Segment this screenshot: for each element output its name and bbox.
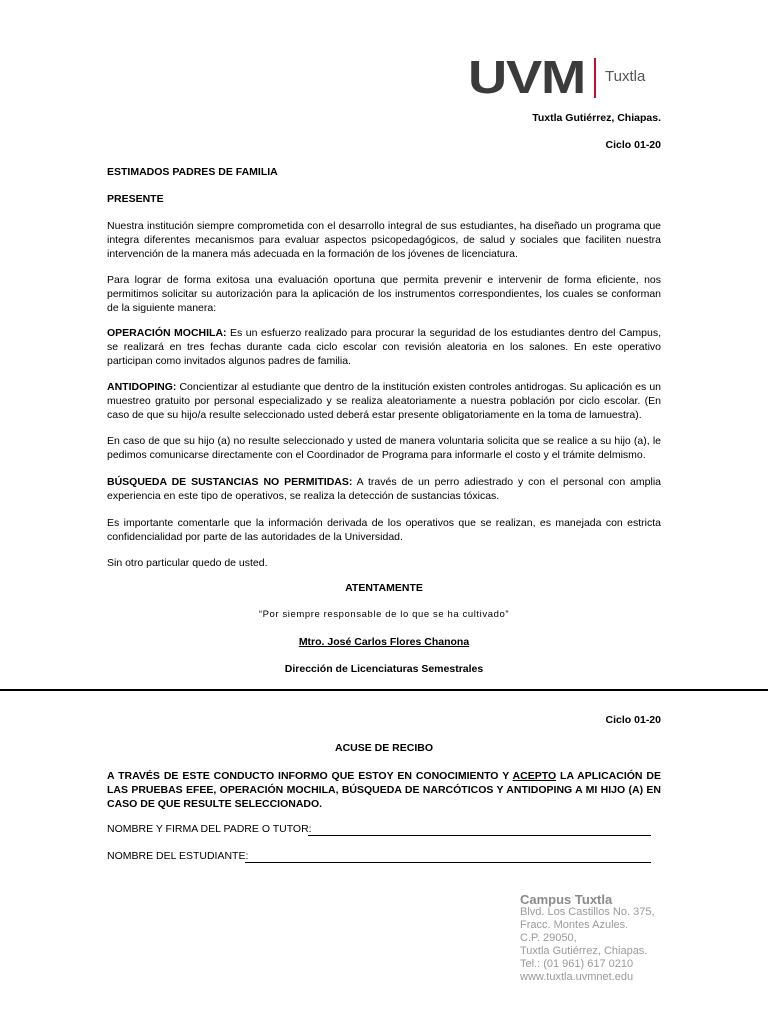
page-divider: [0, 689, 768, 691]
campus-name: Campus Tuxtla: [520, 892, 613, 907]
presente: PRESENTE: [107, 193, 164, 205]
logo-separator: [594, 58, 596, 98]
campus-line-1: Blvd. Los Castillos No. 375,: [520, 906, 655, 918]
receipt-cycle: Ciclo 01-20: [605, 714, 661, 726]
student-label: NOMBRE DEL ESTUDIANTE:: [107, 850, 249, 862]
busqueda-label: BÚSQUEDA DE SUSTANCIAS NO PERMITIDAS:: [107, 476, 353, 488]
campus-line-6: www.tuxtla.uvmnet.edu: [520, 971, 634, 983]
paragraph-not-selected: En caso de que su hijo (a) no resulte seleccionado y usted de manera voluntaria solicita que se realice a su hijo (a), le pedimos comunicarse directamente con el Coordinador de Programa para informarle el costo y el trámite delmismo.: [107, 435, 661, 461]
paragraph-mochila: [107, 326, 661, 368]
busqueda-text: A través de un perro adiestrado y con el personal con amplia experiencia en este tipo de operativos, se realiza la detección de sustancias tóxicas.: [107, 476, 661, 502]
campus-line-5: Tel.: (01 961) 617 0210: [520, 958, 634, 970]
parent-signature-line[interactable]: [308, 835, 651, 836]
motto: “Por siempre responsable de lo que se ha cultivado”: [258, 609, 510, 620]
header-cycle: Ciclo 01-20: [605, 139, 661, 151]
statement-part-b: LA APLICACIÓN DE LAS PRUEBAS EFEE, OPERACIÓN MOCHILA, BÚSQUEDA DE NARCÓTICOS Y ANTIDOPING A MI HIJO (A) EN CASO DE QUE RESULTE SELECCIONADO.: [107, 770, 661, 810]
department: Dirección de Licenciaturas Semestrales: [284, 663, 484, 675]
student-name-line[interactable]: [245, 862, 651, 863]
statement-accept: ACEPTO: [512, 770, 557, 782]
paragraph-intro: Nuestra institución siempre comprometida con el desarrollo integral de sus estudiantes, ha diseñado un programa que integra diferentes mecanismos para evaluar aspectos psicopedagógicos, de salud y sociales que faciliten nuestra intervención de la manera más adecuada en la formación de los jóvenes de licenciatura.: [107, 220, 661, 260]
mochila-label: OPERACIÓN MOCHILA:: [107, 327, 227, 339]
paragraph-busqueda: [107, 475, 661, 503]
campus-line-2: Fracc. Montes Azules.: [520, 919, 629, 931]
header-location: Tuxtla Gutiérrez, Chiapas.: [532, 112, 661, 124]
mochila-text: Es un esfuerzo realizado para procurar la seguridad de los estudiantes dentro del Campus, se realizará en tres fechas durante cada ciclo escolar con revisión aleatoria en los salones. En este operativo participan como invitados algunos padres de familia.: [107, 327, 662, 367]
logo-brand: UVM: [468, 51, 586, 103]
campus-address: [520, 893, 655, 984]
closing: Sin otro particular quedo de usted.: [107, 557, 268, 569]
parent-signature-field: [107, 823, 312, 835]
student-name-field: [107, 850, 248, 862]
antidoping-label: ANTIDOPING:: [107, 381, 177, 393]
uvm-logo: [468, 52, 668, 102]
antidoping-text: Concientizar al estudiante que dentro de la institución existen controles antidrogas. Su aplicación es un muestreo gratuito por personal especializado y se realiza aleatoriamente a nuestra población por ciclo escolar. (En caso de que su hijo/a resulte seleccionado usted deberá estar presente obligatoriamente en la toma de lamuestra).: [107, 381, 661, 421]
signer-name: [107, 636, 661, 648]
atentamente: ATENTAMENTE: [345, 582, 423, 594]
paragraph-antidoping: [107, 380, 661, 422]
paragraph-confidentiality: Es importante comentarle que la información derivada de los operativos que se realizan, es manejada con estricta confidencialidad por parte de las autoridades de la Universidad.: [107, 517, 661, 543]
campus-line-3: C.P. 29050,: [520, 932, 577, 944]
logo-campus: Tuxtla: [605, 68, 646, 85]
paragraph-request: Para lograr de forma exitosa una evaluación oportuna que permita prevenir e intervenir de forma eficiente, nos permitimos solicitar su autorización para la aplicación de los instrumentos correspondientes, los cuales se conforman de la siguiente manera:: [107, 274, 661, 314]
statement-part-a: A TRAVÉS DE ESTE CONDUCTO INFORMO QUE ESTOY EN CONOCIMIENTO Y: [107, 770, 513, 782]
signer-name-text: Mtro. José Carlos Flores Chanona: [298, 636, 470, 648]
receipt-statement: [107, 769, 661, 811]
greeting: ESTIMADOS PADRES DE FAMILIA: [107, 166, 278, 178]
campus-line-4: Tuxtla Gutiérrez, Chiapas.: [520, 945, 648, 957]
parent-label: NOMBRE Y FIRMA DEL PADRE O TUTOR:: [107, 823, 312, 835]
receipt-title: ACUSE DE RECIBO: [334, 742, 433, 754]
